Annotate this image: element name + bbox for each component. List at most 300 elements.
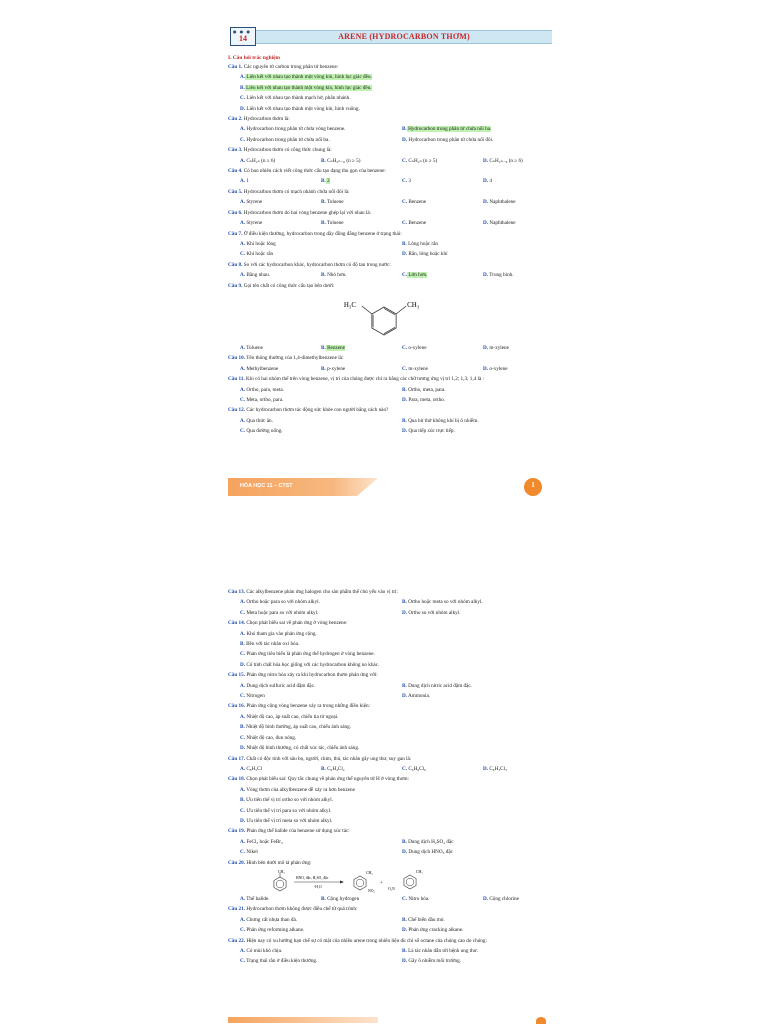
option-text: Liên kết với nhau tạo thành một vòng kín, hình vuông. xyxy=(245,105,360,112)
answer-options xyxy=(228,364,552,374)
option-letter: C. xyxy=(240,95,246,102)
option-text: Dung dịch nitric acid đậm đặc. xyxy=(406,682,473,689)
page-2 xyxy=(228,585,552,1024)
option-letter: D. xyxy=(483,272,489,279)
option-text: Phản ứng tiêu biểu là phản ứng thế hydrogen ở vòng benzene. xyxy=(245,651,375,658)
option-text: o-xylene xyxy=(488,365,508,372)
answer-option xyxy=(402,249,564,259)
answer-option xyxy=(402,364,483,374)
option-text: Có mùi khó chịu. xyxy=(245,948,283,954)
option-text: Cộng hydrogen xyxy=(325,895,360,902)
answer-options xyxy=(228,681,552,702)
option-letter: A. xyxy=(240,599,246,606)
option-letter: B. xyxy=(321,765,326,772)
question-list-page-2 xyxy=(228,587,552,967)
option-text: C₆H₄Cl₂ xyxy=(325,765,345,772)
option-letter: C. xyxy=(240,428,246,435)
option-letter: D. xyxy=(240,105,246,112)
answer-option xyxy=(240,691,402,701)
option-text: Ortho hoặc meta so với nhóm alkyl. xyxy=(406,599,483,606)
option-text: o-xylene xyxy=(407,344,427,351)
answer-option xyxy=(240,660,552,670)
answer-option xyxy=(402,837,564,847)
option-letter: D. xyxy=(402,136,408,143)
option-text: Meta, ortho, para. xyxy=(245,396,284,403)
option-text: Phản ứng cracking alkane. xyxy=(407,927,464,934)
option-letter: D. xyxy=(483,365,489,372)
answer-options xyxy=(228,343,552,353)
option-letter: C. xyxy=(240,927,246,934)
arrow-head-icon xyxy=(340,880,344,883)
question-stem xyxy=(228,701,552,711)
option-letter: C. xyxy=(240,136,246,143)
answer-option xyxy=(402,416,564,426)
option-letter: D. xyxy=(402,396,408,403)
question-number: Câu 11. xyxy=(228,376,245,383)
question-text: Chọn phát biểu sai về phản ứng ở vòng benzene: xyxy=(245,620,348,627)
answer-option xyxy=(402,176,483,186)
answer-options xyxy=(228,72,552,114)
question-stem xyxy=(228,858,552,868)
answer-option xyxy=(402,956,564,966)
answer-option xyxy=(240,925,402,935)
option-letter: C. xyxy=(402,199,408,206)
option-text: Thế halide. xyxy=(245,895,270,902)
option-text: Nhiệt độ bình thường, có chất xúc tác, chiếu ánh sáng. xyxy=(245,745,360,752)
answer-options xyxy=(228,218,552,228)
answer-option xyxy=(483,156,564,166)
option-letter: B. xyxy=(240,641,245,648)
answer-option xyxy=(240,743,552,753)
option-letter: D. xyxy=(402,251,408,258)
option-letter: B. xyxy=(402,240,407,247)
option-letter: B. xyxy=(240,84,245,91)
question-number: Câu 16. xyxy=(228,703,246,710)
option-text: Là tác nhân dẫn tới bệnh ung thư. xyxy=(406,948,478,954)
question-text: Các nguyên tử carbon trong phân tử benzene: xyxy=(242,64,339,70)
option-letter: B. xyxy=(402,599,407,606)
answer-option xyxy=(240,135,402,145)
answer-option xyxy=(402,894,483,904)
answer-option xyxy=(483,176,564,186)
question-number: Câu 17. xyxy=(228,755,246,762)
option-letter: A. xyxy=(240,916,246,923)
option-letter: A. xyxy=(240,630,246,637)
methyl-label-right: CH₃ xyxy=(407,300,420,309)
option-text: Lớn hơn. xyxy=(407,272,428,279)
answer-option xyxy=(402,915,564,925)
question-stem xyxy=(228,114,552,124)
question-text: Ở điều kiện thường, hydrocarbon trong dãy đồng đẳng benzene ở trạng thái: xyxy=(242,230,402,237)
page-1 xyxy=(228,26,552,526)
option-text: CₙH₂ₙ₋₆ (n ≥ 5) xyxy=(325,157,361,164)
option-text: Dung dịch HNO₃ đặc xyxy=(407,849,453,856)
option-text: Hydrocarbon trong phân tử chứa vòng benzene. xyxy=(245,126,346,133)
option-text: Bằng nhau. xyxy=(245,272,270,279)
option-letter: A. xyxy=(240,948,246,954)
option-letter: D. xyxy=(240,745,246,752)
methyl-label-left: H₃C xyxy=(343,300,357,309)
answer-option xyxy=(321,156,402,166)
question-number: Câu 9. xyxy=(228,282,243,289)
option-letter: D. xyxy=(483,178,489,185)
option-letter: C. xyxy=(240,807,246,814)
answer-option xyxy=(321,176,402,186)
option-text: Naphthalene xyxy=(488,199,516,206)
chapter-number-badge xyxy=(230,27,256,46)
answer-option xyxy=(240,649,552,659)
answer-option xyxy=(483,218,564,228)
option-letter: C. xyxy=(240,251,246,258)
answer-option xyxy=(321,270,402,280)
answer-option xyxy=(402,597,564,607)
option-letter: D. xyxy=(402,958,408,965)
option-letter: D. xyxy=(402,849,408,856)
option-text: Qua thức ăn. xyxy=(245,417,273,424)
option-letter: A. xyxy=(240,272,246,279)
option-letter: A. xyxy=(240,178,246,185)
question-text: Các alkylbenzene phản ứng halogen cho sản phẩm thế chủ yếu vào vị trí: xyxy=(245,589,398,595)
question-number: Câu 22. xyxy=(228,937,246,944)
option-letter: C. xyxy=(402,220,408,227)
nitro-label: O₂N xyxy=(388,886,395,891)
option-letter: D. xyxy=(483,895,489,902)
question-number: Câu 3. xyxy=(228,147,243,154)
answer-option xyxy=(240,72,552,82)
option-text: Hydrocarbon trong phân tử chứa nối đôi. xyxy=(407,136,494,143)
question-text: Có bao nhiêu cách viết công thức cấu tạo dạng thu gọn của benzene: xyxy=(242,168,386,175)
question-text: Chọn phát biểu sai: Quy tắc chung về phản ứng thế nguyên tử H ở vòng thơm: xyxy=(245,776,409,783)
option-letter: D. xyxy=(240,817,246,824)
question-stem xyxy=(228,774,552,784)
question-text: Hydrocarbon thơm do hai vòng benzene ghép lại với nhau là: xyxy=(242,209,372,216)
answer-option xyxy=(240,270,321,280)
answer-option xyxy=(321,894,402,904)
option-text: C₆H₆Cl₆ xyxy=(407,765,426,772)
methyl-label: CH₃ xyxy=(366,870,373,875)
option-text: Toluene xyxy=(245,344,263,351)
option-text: Cộng chlorine xyxy=(488,895,519,902)
question-number: Câu 14. xyxy=(228,620,246,627)
question-stem xyxy=(228,670,552,680)
question-stem xyxy=(228,374,552,384)
answer-options xyxy=(228,597,552,618)
option-letter: C. xyxy=(402,272,408,279)
option-letter: B. xyxy=(321,344,326,351)
answer-option xyxy=(240,722,552,732)
answer-option xyxy=(483,343,564,353)
option-text: Khó tham gia vào phản ứng cộng. xyxy=(245,630,317,637)
option-text: p-xylene xyxy=(325,365,346,372)
answer-option xyxy=(240,395,402,405)
question-text: Hydrocarbon thơm không được điều chế từ quá trình: xyxy=(245,906,358,913)
answer-option xyxy=(240,946,402,956)
nitro-label: NO₂ xyxy=(368,888,375,893)
option-text: CₙH₂ₙ (n ≥ 5) xyxy=(407,157,438,164)
answer-options xyxy=(228,156,552,166)
question-stem xyxy=(228,618,552,628)
option-letter: D. xyxy=(402,693,408,700)
answer-option xyxy=(483,764,564,774)
question-number: Câu 1. xyxy=(228,64,243,70)
methyl-bond xyxy=(362,306,372,314)
option-letter: C. xyxy=(402,765,408,772)
answer-options xyxy=(228,837,552,858)
option-text: Nhiệt độ cao, áp suất cao, chiếu tia tử ngoại. xyxy=(245,713,339,720)
answer-option xyxy=(402,925,564,935)
answer-options xyxy=(228,915,552,936)
answer-option xyxy=(240,785,552,795)
molecule-structure xyxy=(228,291,552,343)
answer-option xyxy=(402,270,483,280)
option-letter: B. xyxy=(402,417,407,424)
answer-option xyxy=(240,426,402,436)
option-text: 1 xyxy=(245,178,249,185)
option-text: Trung bình. xyxy=(488,272,514,279)
section-title: I. Câu hỏi trắc nghiệm xyxy=(228,55,280,61)
answer-option xyxy=(402,135,564,145)
answer-option xyxy=(483,894,564,904)
option-text: m-xylene xyxy=(407,365,428,372)
question-stem xyxy=(228,187,552,197)
option-text: Benzene xyxy=(325,344,345,351)
option-text: Chưng cất nhựa than đá. xyxy=(245,916,298,923)
answer-option xyxy=(402,156,483,166)
chapter-number: 14 xyxy=(239,34,247,43)
option-text: Lỏng hoặc rắn xyxy=(406,240,439,247)
question-number: Câu 13. xyxy=(228,589,246,595)
option-letter: D. xyxy=(483,344,489,351)
question-list-page-1 xyxy=(228,62,552,437)
answer-options xyxy=(228,894,552,904)
question-stem xyxy=(228,353,552,363)
answer-option xyxy=(402,124,564,134)
option-letter: C. xyxy=(240,396,246,403)
nitration-reaction-scheme xyxy=(228,868,540,894)
question-stem xyxy=(228,145,552,155)
option-text: Styrene xyxy=(245,220,263,227)
answer-option xyxy=(402,385,564,395)
question-stem xyxy=(228,281,552,291)
option-text: FeCl₃ hoặc FeBr₃ xyxy=(245,838,283,845)
option-text: C₆H₅Cl xyxy=(245,765,263,772)
option-text: m-xylene xyxy=(488,344,509,351)
benzene-ring xyxy=(372,307,396,335)
option-letter: D. xyxy=(402,609,408,616)
option-letter: A. xyxy=(240,417,246,424)
option-letter: C. xyxy=(402,157,408,164)
option-letter: B. xyxy=(321,895,326,902)
answer-option xyxy=(402,343,483,353)
option-letter: C. xyxy=(402,344,408,351)
page-number-badge xyxy=(536,1017,546,1024)
option-letter: D. xyxy=(483,220,489,227)
answer-option xyxy=(402,847,564,857)
answer-options xyxy=(228,385,552,406)
option-letter: A. xyxy=(240,365,246,372)
option-text: Dung dịch H₂SO₄ đặc xyxy=(406,838,454,845)
option-letter: A. xyxy=(240,157,246,164)
option-text: Liên kết với nhau tạo thành mạch hở, phân nhánh. xyxy=(245,95,351,102)
answer-option xyxy=(402,239,564,249)
option-text: Nitro hóa. xyxy=(407,895,430,902)
option-text: 2 xyxy=(325,178,330,185)
question-stem xyxy=(228,826,552,836)
option-text: Ortho, para, meta. xyxy=(245,386,284,393)
benzene-ring xyxy=(354,876,366,890)
option-text: Ortho hoặc para so với nhóm alkyl. xyxy=(245,599,320,606)
double-bond xyxy=(384,308,395,314)
option-letter: C. xyxy=(240,609,246,616)
option-letter: B. xyxy=(321,220,326,227)
answer-options xyxy=(228,176,552,186)
question-text: Phản ứng thế halide của benzene sử dụng xúc tác: xyxy=(245,828,350,835)
question-text: Tên thông thường của 1,4-dimethylbenzene là: xyxy=(245,355,344,362)
option-text: Nhiệt độ bình thường, áp suất cao, chiếu ánh sáng. xyxy=(244,724,352,731)
reaction-diagram xyxy=(228,868,552,894)
question-number: Câu 18. xyxy=(228,776,246,783)
answer-option xyxy=(240,239,402,249)
page-number-badge xyxy=(524,478,542,496)
answer-options xyxy=(228,785,552,827)
answer-option xyxy=(483,197,564,207)
answer-option xyxy=(240,847,402,857)
option-text: 3 xyxy=(407,178,411,185)
answer-option xyxy=(402,395,564,405)
option-letter: A. xyxy=(240,344,246,351)
option-letter: D. xyxy=(402,927,408,934)
option-text: Khí hoặc lỏng xyxy=(245,240,276,247)
question-stem xyxy=(228,229,552,239)
option-text: Styrene xyxy=(245,199,263,206)
answer-options xyxy=(228,270,552,280)
option-text: CₙH₂ₙ₋₆ (n ≥ 6) xyxy=(488,157,523,164)
answer-option xyxy=(483,270,564,280)
answer-option xyxy=(240,795,552,805)
option-letter: B. xyxy=(240,797,245,804)
question-number: Câu 4. xyxy=(228,168,243,175)
question-text: Chất có độc tính với sâu bọ, người, chim, thú, tác nhân gây ung thư, suy gan là: xyxy=(245,755,412,762)
question-text: Hình bên dưới mô tả phản ứng: xyxy=(245,859,312,866)
option-text: CₙH₂ₙ (n ≥ 6) xyxy=(245,157,276,164)
question-number: Câu 19. xyxy=(228,828,246,835)
answer-option xyxy=(240,218,321,228)
option-text: Ưu tiên thế vị trí meta so với nhóm alkyl. xyxy=(245,817,333,824)
option-letter: A. xyxy=(240,682,246,689)
option-letter: A. xyxy=(240,220,246,227)
answer-option xyxy=(402,946,564,956)
dots-icon: ● ● ● xyxy=(233,29,252,34)
question-number: Câu 20. xyxy=(228,859,246,866)
option-text: Rắn, lỏng hoặc khí xyxy=(407,251,448,258)
option-text: Benzene xyxy=(407,199,427,206)
option-letter: A. xyxy=(240,199,246,206)
option-letter: C. xyxy=(402,365,408,372)
question-text: Hydrocarbon thơm có công thức chung là: xyxy=(242,147,332,154)
double-bond xyxy=(384,327,395,333)
option-letter: A. xyxy=(240,126,246,133)
answer-option xyxy=(240,806,552,816)
question-number: Câu 21. xyxy=(228,906,246,913)
option-letter: C. xyxy=(240,734,246,741)
option-letter: B. xyxy=(321,178,326,185)
answer-option xyxy=(240,956,402,966)
question-text: Phản ứng nitro hóa xảy ra khi hydrocarbon thơm phản ứng với: xyxy=(245,672,378,679)
answer-option xyxy=(402,218,483,228)
answer-option xyxy=(240,343,321,353)
option-letter: C. xyxy=(402,895,408,902)
answer-option xyxy=(240,364,321,374)
answer-option xyxy=(402,608,564,618)
answer-option xyxy=(240,733,552,743)
answer-option xyxy=(321,364,402,374)
answer-option xyxy=(240,712,552,722)
option-letter: A. xyxy=(240,74,246,81)
option-text: Ortho, meta, para. xyxy=(406,386,446,393)
answer-options xyxy=(228,764,552,774)
answer-option xyxy=(321,197,402,207)
question-text: Hydrocarbon thơm có mạch nhánh chứa nối đôi là: xyxy=(242,188,350,195)
question-text: So với các hydrocarbon khác, hydrocarbon thơm có độ tan trong nước: xyxy=(242,261,391,268)
footer-bar xyxy=(228,1017,378,1023)
option-text: Para, meta, ortho. xyxy=(407,396,446,403)
option-text: Bền với tác nhân oxi hóa. xyxy=(244,641,300,648)
answer-options xyxy=(228,712,552,754)
answer-option xyxy=(240,124,402,134)
answer-options xyxy=(228,124,552,145)
question-stem xyxy=(228,166,552,176)
option-text: Nikel xyxy=(245,849,258,856)
option-letter: A. xyxy=(240,786,246,793)
chapter-title: ARENE (HYDROCARBON THƠM) xyxy=(338,32,470,41)
question-number: Câu 7. xyxy=(228,230,243,237)
option-letter: C. xyxy=(240,958,246,965)
option-letter: D. xyxy=(483,157,489,164)
answer-option xyxy=(240,608,402,618)
page-footer xyxy=(228,478,552,498)
option-text: Vòng thơm của alkylbenzene dễ xảy ra hơn benzene xyxy=(245,786,355,793)
option-letter: C. xyxy=(240,651,246,658)
question-text: Hiện nay có xu hướng hạn chế sự có mặt của nhiều arene trong nhiên liệu dù chỉ số octane của chúng cao do chúng: xyxy=(245,937,487,944)
option-text: Khí hoặc rắn xyxy=(245,251,274,258)
option-letter: B. xyxy=(321,199,326,206)
option-letter: A. xyxy=(240,838,246,845)
option-letter: D. xyxy=(483,199,489,206)
option-text: Nhiệt độ cao, đun nóng. xyxy=(245,734,297,741)
question-number: Câu 10. xyxy=(228,355,246,362)
plus-sign: + xyxy=(380,880,383,886)
option-text: Có tính chất hóa học giống với các hydrocarbon không no khác. xyxy=(245,661,380,668)
question-number: Câu 2. xyxy=(228,116,243,123)
answer-option xyxy=(240,764,321,774)
option-letter: B. xyxy=(402,916,407,923)
option-text: 4 xyxy=(488,178,492,185)
answer-options xyxy=(228,197,552,207)
answer-options xyxy=(228,946,552,967)
option-letter: B. xyxy=(402,126,407,133)
option-text: Phản ứng reforming alkane. xyxy=(245,927,305,934)
question-number: Câu 8. xyxy=(228,261,243,268)
option-letter: B. xyxy=(402,838,407,845)
question-text: Phản ứng cộng vòng benzene xảy ra trong những điều kiện: xyxy=(245,703,371,710)
answer-option xyxy=(240,597,402,607)
question-number: Câu 5. xyxy=(228,188,243,195)
option-letter: B. xyxy=(321,365,326,372)
option-text: Qua đường uống. xyxy=(245,428,283,435)
reaction-conditions-top: HNO₃ đặc, H₂SO₄ đặc xyxy=(296,875,329,880)
question-text: Khi có hai nhóm thế trên vòng benzene, vị trí của chúng được chỉ ra bằng các chữ tương ứng vị trí 1,2; 1,3; 1,4 là : xyxy=(244,376,485,383)
question-text: Gọi tên chất có công thức cấu tạo bên dưới: xyxy=(242,282,335,289)
